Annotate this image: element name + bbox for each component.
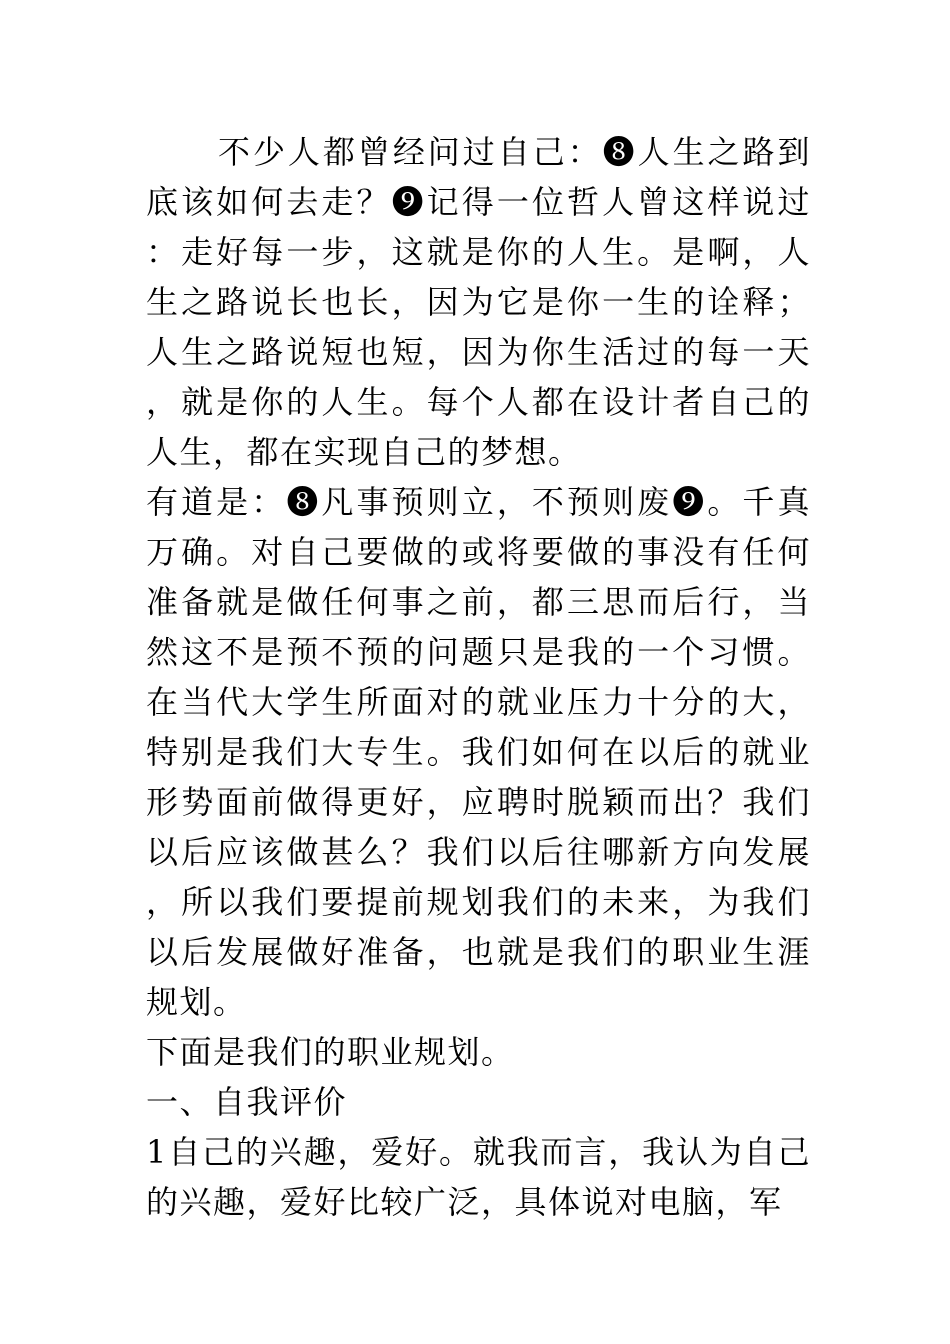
- paragraph-intro: 不少人都曾经问过自己：❽人生之路到底该如何去走？❾记得一位哲人曾这样说过：走好每一步，这就是你的人生。是啊，人生之路说长也长，因为它是你一生的诠释；人生之路说短也短，因为你生活过的每一天，就是你的人生。每个人都在设计者自己的人生，都在实现自己的梦想。: [146, 133, 811, 471]
- paragraph-preparation: 有道是：❽凡事预则立，不预则废❾。千真万确。对自己要做的或将要做的事没有任何准备就是做任何事之前，都三思而后行，当然这不是预不预的问题只是我的一个习惯。在当代大学生所面对的就业压力十分的大，特别是我们大专生。我们如何在以后的就业形势面前做得更好，应聘时脱颖而出？我们以后应该做甚么？我们以后往哪新方向发展，所以我们要提前规划我们的未来，为我们以后发展做好准备，也就是我们的职业生涯规划。: [146, 483, 811, 1021]
- paragraph-interests: 1自己的兴趣，爱好。就我而言，我认为自己的兴趣，爱好比较广泛，具体说对电脑，军: [146, 1133, 811, 1221]
- paragraph-plan-intro: 下面是我们的职业规划。: [146, 1033, 515, 1071]
- document-body: [146, 127, 811, 1227]
- section-heading-self-evaluation: 一、自我评价: [146, 1083, 348, 1121]
